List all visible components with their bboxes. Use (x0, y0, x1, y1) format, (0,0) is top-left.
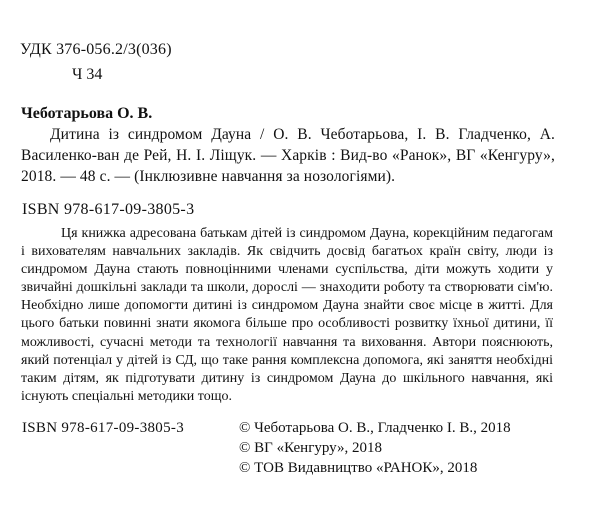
bibliographic-citation: Дитина із синдромом Дауна / О. В. Чеботарьова, І. В. Гладченко, А. Василенко-ван де Рей, Н. І. Ліщук. — Харків : Вид-во «Ранок», ВГ «Кенгуру», 2018. — 48 с. — (Інклюзивне навчання за нозологіями). (21, 126, 555, 185)
copyright-line-ranok: © ТОВ Видавництво «РАНОК», 2018 (239, 460, 478, 476)
annotation-paragraph: Ця книжка адресована батькам дітей із синдромом Дауна, корекційним педагогам і вихователям навчальних закладів. Як свідчить досвід багатьох країн світу, люди із синдромом Дауна стають повноцінними членами суспільства, діти можуть ходити у звичайні дошкільні заклади та школи, дорослі — знаходити роботу та створювати сім'ю. Необхідно лише допомогти дитині із синдромом Дауна знайти своє місце в житті. Для цього батьки повинні знати якомога більше про особливості розвитку їхньої дитини, її можливості, сучасні методи та технології навчання та виховання. Автори пояснюють, який потенціал у дітей із СД, що таке рання комплексна допомога, які заняття необхідні таким дітям, як підготувати дитину із синдромом Дауна до шкільного навчання, які існують спеціальні методики тощо. (21, 226, 553, 404)
copyright-line-kenguru: © ВГ «Кенгуру», 2018 (239, 440, 383, 456)
copyright-line-authors: © Чеботарьова О. В., Гладченко І. В., 2018 (239, 420, 511, 436)
copyright-block (239, 418, 511, 478)
footer-isbn: ISBN 978-617-09-3805-3 (22, 420, 185, 436)
isbn: ISBN 978-617-09-3805-3 (22, 201, 195, 218)
udc-code: УДК 376-056.2/3(036) (20, 41, 172, 58)
author-mark: Ч 34 (72, 66, 103, 83)
author-heading: Чеботарьова О. В. (21, 105, 153, 122)
